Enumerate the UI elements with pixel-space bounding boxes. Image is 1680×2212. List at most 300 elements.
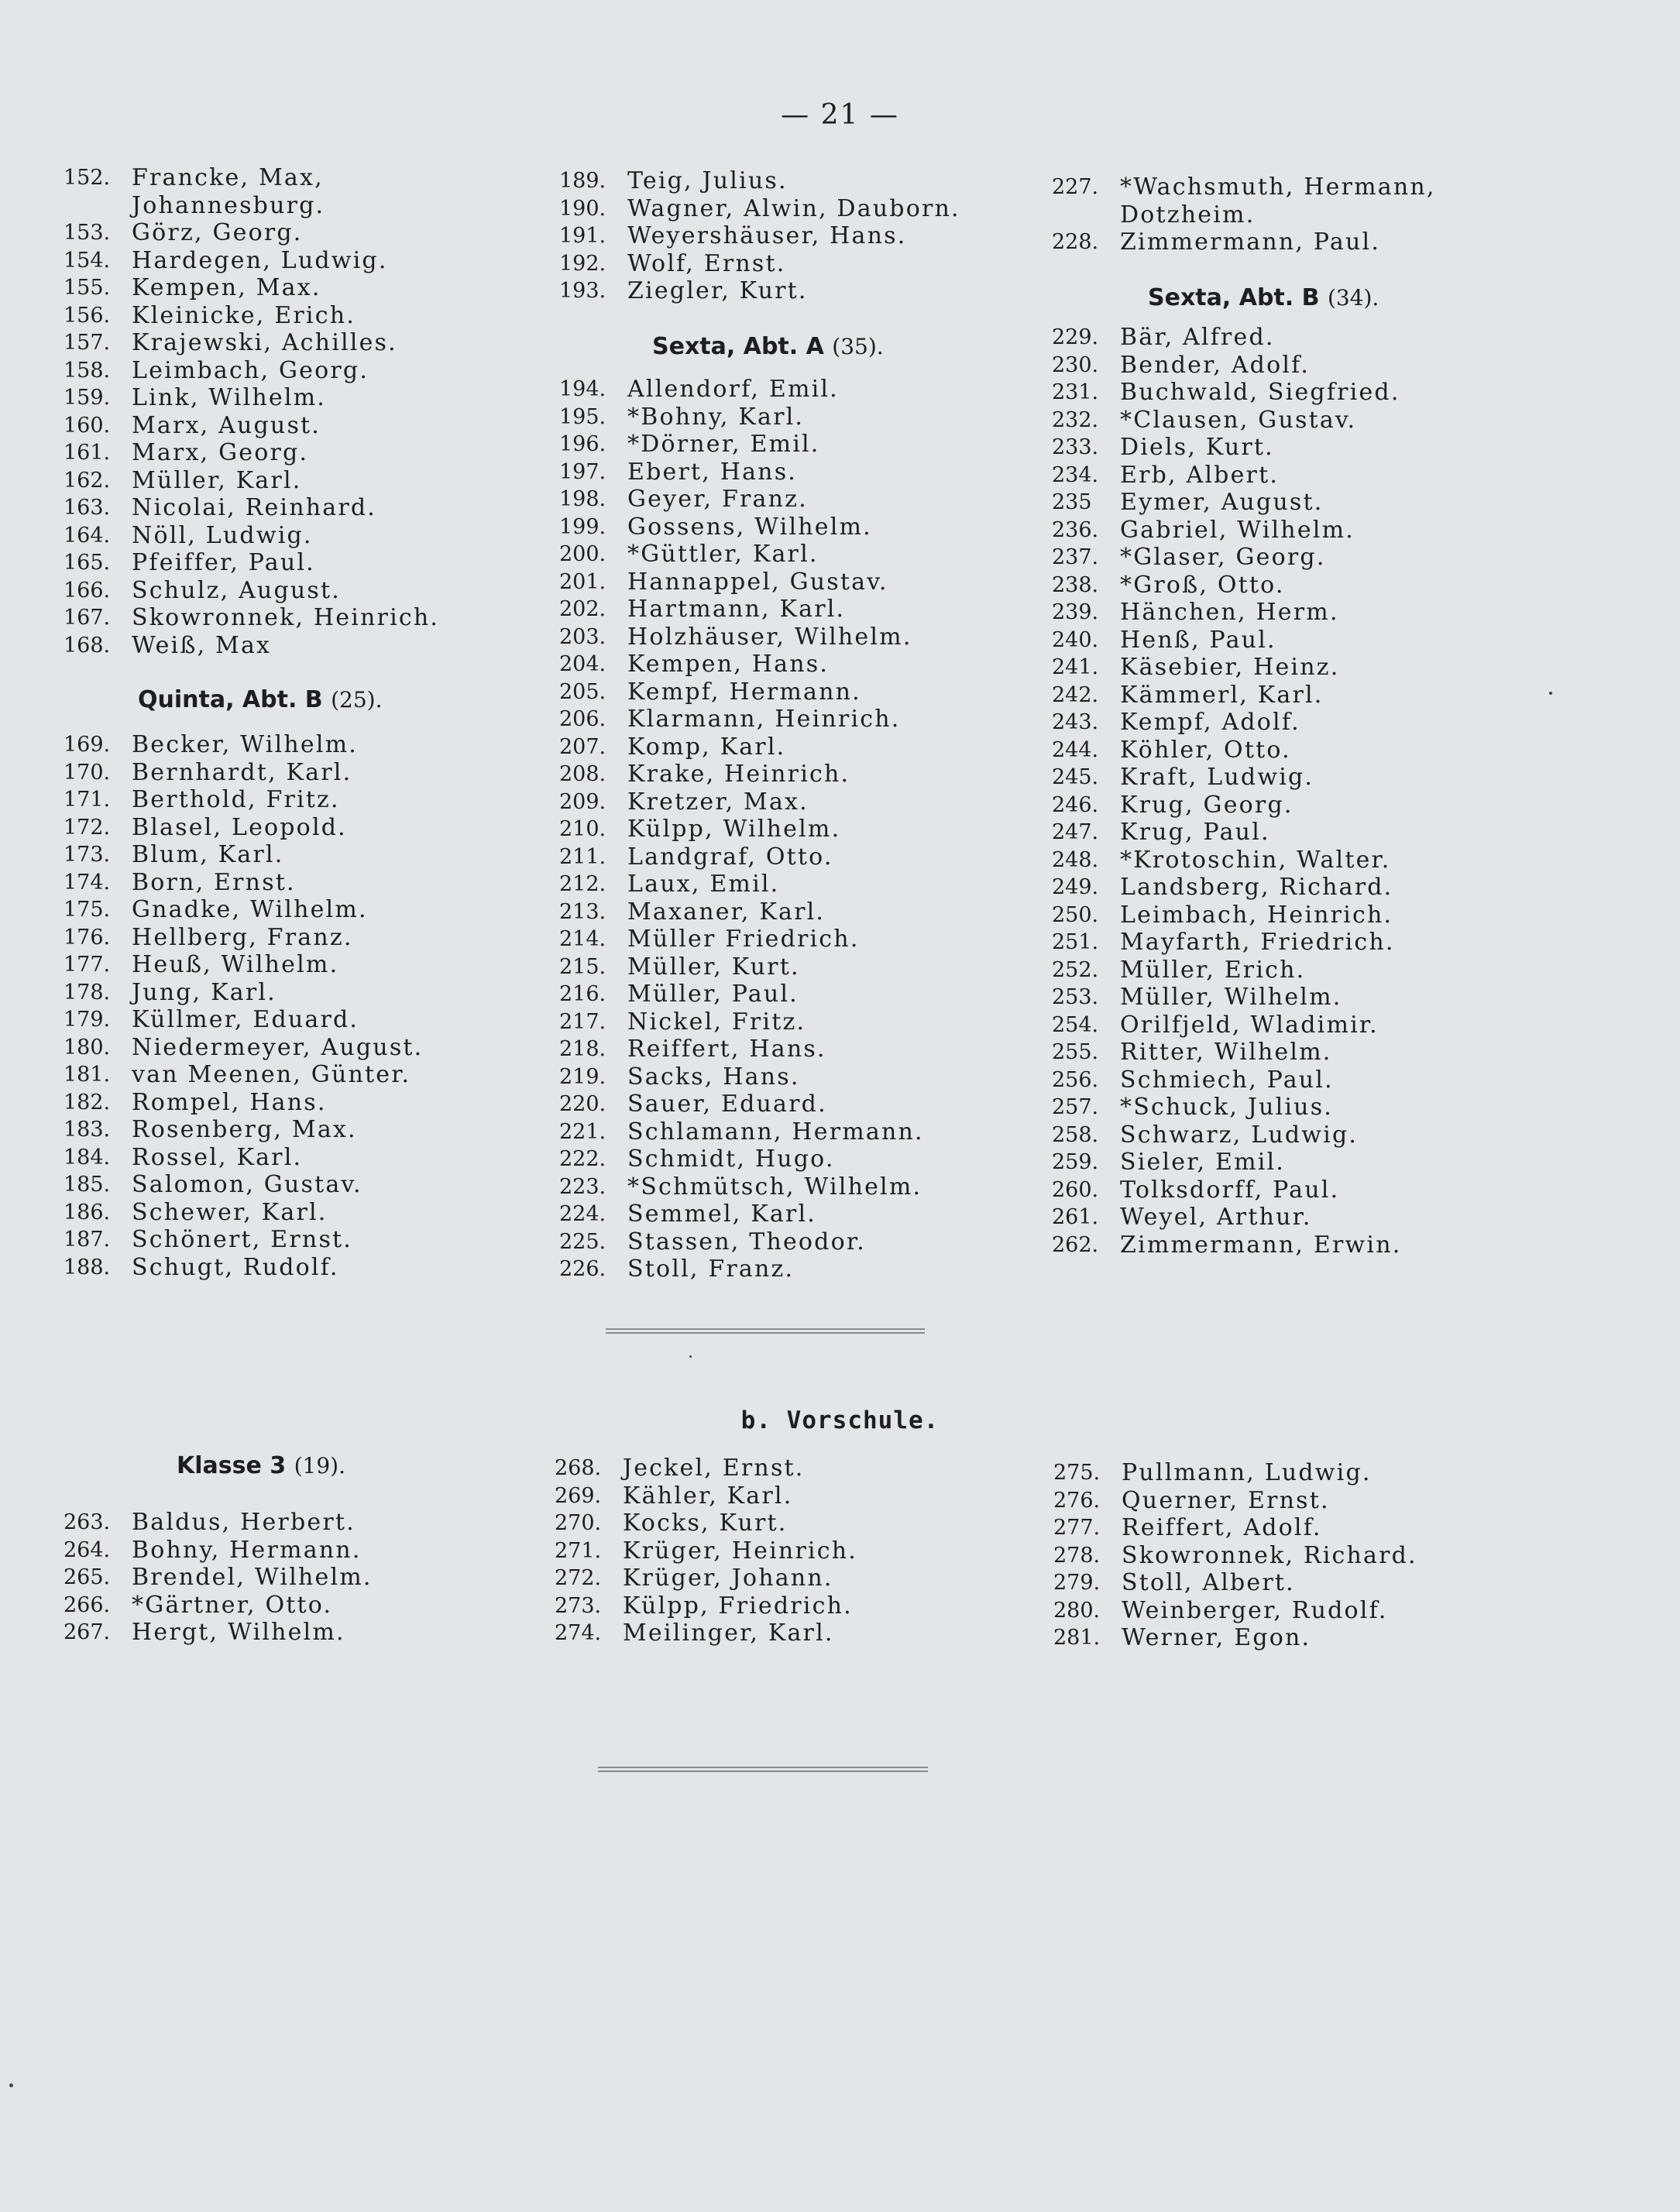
list-item (559, 486, 1039, 514)
entry-number: 245. (1052, 765, 1099, 789)
entry-number: 175. (64, 898, 111, 922)
entry-name: Ritter, Wilhelm. (1120, 1039, 1332, 1066)
entry-number: 168. (64, 633, 111, 658)
list-item (559, 816, 1039, 843)
entry-name: Bohny, Hermann. (132, 1536, 362, 1564)
entry-number: 257. (1052, 1095, 1099, 1119)
entry-number: 170. (64, 760, 111, 785)
entry-number: 265. (64, 1565, 111, 1589)
entry-name: Werner, Egon. (1122, 1624, 1311, 1651)
entry-name: Laux, Emil. (627, 871, 780, 898)
entry-number: 234. (1052, 462, 1099, 487)
list-item (1052, 1176, 1579, 1204)
entry-name: Kretzer, Max. (627, 788, 809, 816)
entry-name: Maxaner, Karl. (627, 898, 826, 926)
list-item (559, 651, 1039, 678)
heading-title: Sexta, Abt. A (652, 333, 824, 360)
entry-name: Hartmann, Karl. (627, 596, 846, 623)
list-item (1052, 1094, 1579, 1121)
list-item (64, 1592, 528, 1620)
entry-name: *Glaser, Georg. (1120, 544, 1326, 571)
entry-name: Schugt, Rudolf. (132, 1253, 339, 1281)
list-item (64, 1509, 528, 1537)
entry-name: Komp, Karl. (627, 733, 786, 761)
entry-name: Baldus, Herbert. (132, 1509, 356, 1536)
entry-number: 180. (64, 1035, 111, 1060)
list-item (64, 439, 528, 467)
entry-name: Johannesburg. (132, 191, 325, 219)
entry-number: 194. (559, 377, 606, 401)
list-item (1052, 874, 1579, 902)
entry-number: 244. (1052, 737, 1099, 762)
entry-name: Rossel, Karl. (132, 1143, 303, 1171)
entry-name: Meilinger, Karl. (623, 1620, 834, 1647)
entry-number: 191. (559, 224, 606, 248)
entry-name: Tolksdorff, Paul. (1120, 1176, 1340, 1204)
vorschule-column-1-list (64, 1509, 528, 1647)
list-item (1052, 819, 1579, 847)
entry-number: 188. (64, 1255, 111, 1279)
entry-number: 196. (559, 432, 606, 456)
entry-number: 275. (1053, 1461, 1101, 1485)
list-item (555, 1565, 1035, 1592)
list-item (1052, 1149, 1579, 1176)
entry-name: Kleinicke, Erich. (132, 301, 356, 329)
list-item (1052, 1012, 1579, 1039)
entry-number: 220. (559, 1092, 606, 1116)
entry-name: Hannappel, Gustav. (627, 568, 888, 596)
entry-number: 216. (559, 982, 606, 1006)
entry-name: Dotzheim. (1120, 201, 1256, 228)
list-item (1052, 462, 1579, 489)
entry-number: 229. (1052, 325, 1099, 349)
list-item (64, 841, 528, 869)
entry-name: Mayfarth, Friedrich. (1120, 929, 1395, 956)
entry-number: 247. (1052, 820, 1099, 844)
list-item (559, 623, 1039, 651)
list-item (559, 1118, 1039, 1146)
entry-name: Stassen, Theodor. (627, 1228, 866, 1255)
list-item (1052, 407, 1579, 434)
entry-name: Blasel, Leopold. (132, 813, 347, 841)
entry-name: Kocks, Kurt. (623, 1510, 788, 1537)
entry-name: Hardegen, Ludwig. (132, 246, 388, 274)
entry-name: Weinberger, Rudolf. (1122, 1596, 1388, 1624)
list-item (1052, 173, 1579, 201)
list-item (64, 274, 528, 302)
entry-number: 281. (1053, 1626, 1101, 1650)
vorschule-title: b. Vorschule. (740, 1407, 940, 1434)
list-item (64, 302, 528, 330)
entry-number: 230. (1052, 352, 1099, 377)
list-item (64, 869, 528, 897)
entry-number: 253. (1052, 985, 1099, 1009)
list-item (1052, 379, 1579, 407)
entry-name: Bär, Alfred. (1120, 324, 1275, 351)
list-item (64, 1061, 528, 1089)
entry-name: Nöll, Ludwig. (132, 521, 313, 549)
entry-name: Schmidt, Hugo. (627, 1146, 835, 1173)
list-item (1052, 737, 1579, 764)
list-item (64, 329, 528, 357)
entry-name: Heuß, Wilhelm. (132, 951, 339, 978)
entry-name: Gabriel, Wilhelm. (1120, 516, 1355, 544)
entry-number: 227. (1052, 175, 1099, 199)
entry-number: 187. (64, 1228, 111, 1252)
heading-count: (34). (1327, 285, 1379, 311)
entry-number: 260. (1052, 1177, 1099, 1202)
entry-name: Leimbach, Heinrich. (1120, 901, 1393, 929)
heading-count: (25). (331, 687, 383, 713)
list-item (64, 247, 528, 275)
list-item (559, 250, 1039, 278)
list-item (1053, 1542, 1580, 1570)
list-item (559, 431, 1039, 459)
entry-number: 163. (64, 496, 111, 520)
entry-number: 248. (1052, 847, 1099, 872)
entry-name: Stoll, Franz. (627, 1255, 795, 1283)
entry-number: 263. (64, 1510, 111, 1534)
list-item (1052, 324, 1579, 352)
entry-number: 206. (559, 707, 606, 731)
entry-name: Kempf, Hermann. (627, 678, 861, 706)
entry-number: 269. (555, 1483, 602, 1508)
entry-name: Hänchen, Herm. (1120, 599, 1339, 626)
entry-name: Landgraf, Otto. (627, 843, 833, 871)
entry-name: Sauer, Eduard. (627, 1091, 827, 1118)
list-item (64, 494, 528, 522)
entry-name: Weyershäuser, Hans. (627, 222, 907, 249)
entry-number: 154. (64, 248, 111, 273)
entry-name: Kempen, Max. (132, 274, 321, 301)
list-item (64, 1619, 528, 1647)
entry-name: Brendel, Wilhelm. (132, 1564, 373, 1591)
list-item (559, 953, 1039, 981)
heading-title: Sexta, Abt. B (1148, 284, 1320, 311)
entry-name: Schewer, Karl. (132, 1198, 328, 1226)
list-item (64, 924, 528, 952)
entry-name: *Wachsmuth, Hermann, (1120, 173, 1436, 201)
entry-number: 190. (559, 196, 606, 221)
list-item (1052, 599, 1579, 627)
list-item (559, 222, 1039, 250)
entry-name: Hergt, Wilhelm. (132, 1619, 345, 1646)
list-item (559, 981, 1039, 1008)
entry-name: Müller Friedrich. (627, 926, 860, 953)
list-item (1052, 228, 1579, 256)
entry-number: 161. (64, 441, 111, 465)
entry-name: *Schmütsch, Wilhelm. (627, 1173, 922, 1200)
entry-number: 199. (559, 514, 606, 539)
list-item (1053, 1597, 1580, 1625)
entry-name: Klarmann, Heinrich. (627, 706, 901, 733)
entry-number: 268. (555, 1456, 602, 1480)
entry-number: 172. (64, 815, 111, 840)
entry-number: 178. (64, 980, 111, 1005)
list-item (64, 1171, 528, 1199)
entry-number: 179. (64, 1008, 111, 1032)
entry-number: 211. (559, 844, 606, 869)
entry-number: 238. (1052, 572, 1099, 597)
entry-name: Sieler, Emil. (1120, 1149, 1286, 1176)
entry-name: Rompel, Hans. (132, 1088, 327, 1116)
entry-name: Salomon, Gustav. (132, 1171, 362, 1198)
entry-name: Müller, Kurt. (627, 953, 800, 981)
list-item (1052, 517, 1579, 544)
list-item (1053, 1624, 1580, 1652)
list-item (1052, 847, 1579, 874)
entry-name: Nickel, Fritz. (627, 1008, 806, 1036)
entry-number: 241. (1052, 655, 1099, 679)
entry-name: Jeckel, Ernst. (623, 1455, 805, 1482)
entry-number: 272. (555, 1566, 602, 1590)
vorschule-column-3-list (1053, 1459, 1580, 1652)
list-item (559, 277, 1039, 305)
entry-name: Krake, Heinrich. (627, 761, 850, 788)
list-item (1052, 352, 1579, 380)
column-2-list (559, 376, 1039, 1283)
list-item (64, 412, 528, 440)
entry-number: 267. (64, 1620, 111, 1644)
entry-number: 240. (1052, 627, 1099, 652)
list-item (1052, 929, 1579, 957)
entry-number: 197. (559, 459, 606, 484)
entry-name: Kempf, Adolf. (1120, 709, 1300, 736)
entry-number: 212. (559, 872, 606, 896)
entry-number: 164. (64, 523, 111, 548)
list-item (64, 1089, 528, 1117)
list-item (64, 632, 528, 660)
list-item (1053, 1487, 1580, 1515)
entry-number: 239. (1052, 600, 1099, 624)
entry-number: 236. (1052, 517, 1099, 542)
list-item (555, 1592, 1035, 1620)
entry-name: Allendorf, Emil. (627, 376, 839, 403)
entry-name: Leimbach, Georg. (132, 356, 369, 384)
entry-number: 215. (559, 954, 606, 979)
list-item-continuation (64, 192, 528, 220)
list-item (64, 467, 528, 495)
list-item (1052, 572, 1579, 599)
end-divider (598, 1767, 928, 1772)
entry-number: 278. (1053, 1543, 1101, 1568)
list-item (559, 1063, 1039, 1091)
entry-name: Kempen, Hans. (627, 651, 830, 678)
entry-number: 237. (1052, 545, 1099, 569)
entry-number: 204. (559, 652, 606, 676)
column-2-top-list (559, 167, 1039, 305)
list-item (559, 706, 1039, 733)
entry-number: 165. (64, 551, 111, 575)
entry-name: Stoll, Albert. (1122, 1569, 1295, 1596)
entry-number: 167. (64, 606, 111, 630)
entry-name: Krajewski, Achilles. (132, 329, 397, 356)
entry-number: 207. (559, 734, 606, 759)
list-item (555, 1455, 1035, 1482)
entry-number: 159. (64, 386, 111, 410)
entry-name: Orilfjeld, Wladimir. (1120, 1011, 1379, 1039)
list-item (555, 1482, 1035, 1510)
list-item (559, 376, 1039, 404)
list-item-continuation (1052, 201, 1579, 229)
entry-name: Weiß, Max (132, 631, 272, 659)
list-item (64, 357, 528, 385)
entry-number: 222. (559, 1147, 606, 1171)
entry-number: 156. (64, 303, 111, 328)
list-item (64, 549, 528, 577)
entry-name: Marx, August. (132, 411, 321, 439)
entry-name: Jung, Karl. (132, 978, 277, 1006)
entry-name: Gossens, Wilhelm. (627, 513, 872, 541)
entry-name: Skowronnek, Heinrich. (132, 604, 440, 631)
entry-number: 243. (1052, 710, 1099, 734)
list-item (555, 1537, 1035, 1565)
entry-number: 193. (559, 279, 606, 303)
list-item (64, 604, 528, 632)
entry-number: 226. (559, 1257, 606, 1281)
entry-number: 184. (64, 1145, 111, 1170)
heading-count: (19). (294, 1453, 345, 1479)
entry-name: Nicolai, Reinhard. (132, 494, 377, 521)
entry-number: 203. (559, 624, 606, 649)
list-item (559, 459, 1039, 486)
list-item (559, 898, 1039, 926)
entry-number: 261. (1052, 1205, 1099, 1229)
entry-name: Schönert, Ernst. (132, 1226, 353, 1253)
entry-number: 266. (64, 1592, 111, 1617)
entry-name: Geyer, Franz. (627, 486, 808, 513)
list-item (64, 759, 528, 787)
entry-number: 213. (559, 899, 606, 924)
list-item (64, 577, 528, 605)
entry-number: 250. (1052, 902, 1099, 927)
list-item (559, 1228, 1039, 1256)
entry-name: Krüger, Heinrich. (623, 1537, 857, 1565)
entry-name: Rosenberg, Max. (132, 1116, 357, 1143)
list-item (559, 195, 1039, 223)
entry-number: 249. (1052, 875, 1099, 899)
list-item (64, 1116, 528, 1144)
entry-number: 277. (1053, 1516, 1101, 1540)
entry-number: 228. (1052, 230, 1099, 254)
entry-name: Bernhardt, Karl. (132, 758, 352, 786)
entry-number: 155. (64, 276, 111, 300)
entry-name: Schmiech, Paul. (1120, 1066, 1334, 1094)
list-item (559, 1255, 1039, 1283)
list-item (64, 1034, 528, 1062)
list-item (559, 167, 1039, 195)
entry-name: Krüger, Johann. (623, 1565, 833, 1592)
entry-name: Link, Wilhelm. (132, 384, 327, 411)
entry-number: 200. (559, 542, 606, 566)
entry-number: 177. (64, 953, 111, 977)
list-item (1052, 627, 1579, 654)
entry-number: 153. (64, 221, 111, 245)
list-item (559, 733, 1039, 761)
entry-name: Kraft, Ludwig. (1120, 764, 1314, 791)
entry-number: 152. (64, 166, 111, 190)
column-3-list (1052, 324, 1579, 1259)
entry-number: 195. (559, 404, 606, 429)
list-item (1052, 489, 1579, 517)
entry-number: 264. (64, 1537, 111, 1562)
list-item (1052, 764, 1579, 792)
entry-number: 160. (64, 413, 111, 438)
list-item (555, 1510, 1035, 1537)
entry-number: 221. (559, 1119, 606, 1144)
entry-name: Becker, Wilhelm. (132, 731, 359, 758)
entry-number: 185. (64, 1173, 111, 1197)
list-item (1052, 434, 1579, 462)
entry-number: 271. (555, 1538, 602, 1563)
list-item (1052, 544, 1579, 572)
entry-name: Gnadke, Wilhelm. (132, 896, 368, 923)
entry-number: 225. (559, 1229, 606, 1254)
list-item (1052, 1231, 1579, 1259)
scan-speck (9, 2083, 13, 2087)
entry-number: 262. (1052, 1232, 1099, 1257)
entry-name: Köhler, Otto. (1120, 736, 1291, 764)
entry-name: *Güttler, Karl. (627, 541, 819, 568)
entry-name: Müller, Erich. (1120, 956, 1306, 984)
entry-number: 258. (1052, 1122, 1099, 1147)
section-divider (606, 1328, 925, 1334)
entry-name: Müller, Paul. (627, 981, 799, 1008)
list-item (64, 896, 528, 924)
list-item (64, 1254, 528, 1282)
entry-name: Krug, Georg. (1120, 791, 1293, 819)
entry-name: van Meenen, Günter. (132, 1061, 411, 1088)
entry-name: Görz, Georg. (132, 219, 303, 246)
entry-number: 270. (555, 1511, 602, 1535)
list-item (559, 926, 1039, 953)
entry-number: 274. (555, 1621, 602, 1645)
entry-name: Bender, Adolf. (1120, 351, 1311, 379)
entry-number: 176. (64, 925, 111, 950)
list-item (64, 1199, 528, 1227)
entry-number: 174. (64, 870, 111, 895)
entry-name: Kämmerl, Karl. (1120, 681, 1324, 709)
entry-name: Semmel, Karl. (627, 1200, 816, 1228)
vorschule-column-2-list (555, 1455, 1035, 1647)
entry-number: 224. (559, 1202, 606, 1226)
scan-speck (1549, 692, 1552, 695)
list-item (1052, 792, 1579, 819)
list-item (64, 1564, 528, 1592)
entry-number: 166. (64, 578, 111, 603)
list-item (559, 1173, 1039, 1201)
list-item (559, 1008, 1039, 1036)
list-item (559, 568, 1039, 596)
entry-name: Kähler, Karl. (623, 1482, 793, 1510)
entry-number: 198. (559, 487, 606, 511)
entry-name: Schulz, August. (132, 576, 341, 604)
entry-number: 223. (559, 1174, 606, 1199)
entry-name: Skowronnek, Richard. (1122, 1541, 1417, 1569)
entry-name: Reiffert, Hans. (627, 1036, 826, 1063)
entry-number: 192. (559, 251, 606, 276)
page-number: — 21 — (781, 99, 899, 131)
entry-name: Ebert, Hans. (627, 458, 798, 486)
list-item (1052, 709, 1579, 737)
entry-name: Weyel, Arthur. (1120, 1204, 1312, 1231)
entry-name: Reiffert, Adolf. (1122, 1514, 1322, 1541)
entry-name: Külpp, Friedrich. (623, 1592, 853, 1620)
heading-title: Quinta, Abt. B (138, 686, 323, 713)
entry-name: Hellberg, Franz. (132, 923, 353, 951)
list-item (559, 514, 1039, 541)
entry-number: 173. (64, 843, 111, 867)
